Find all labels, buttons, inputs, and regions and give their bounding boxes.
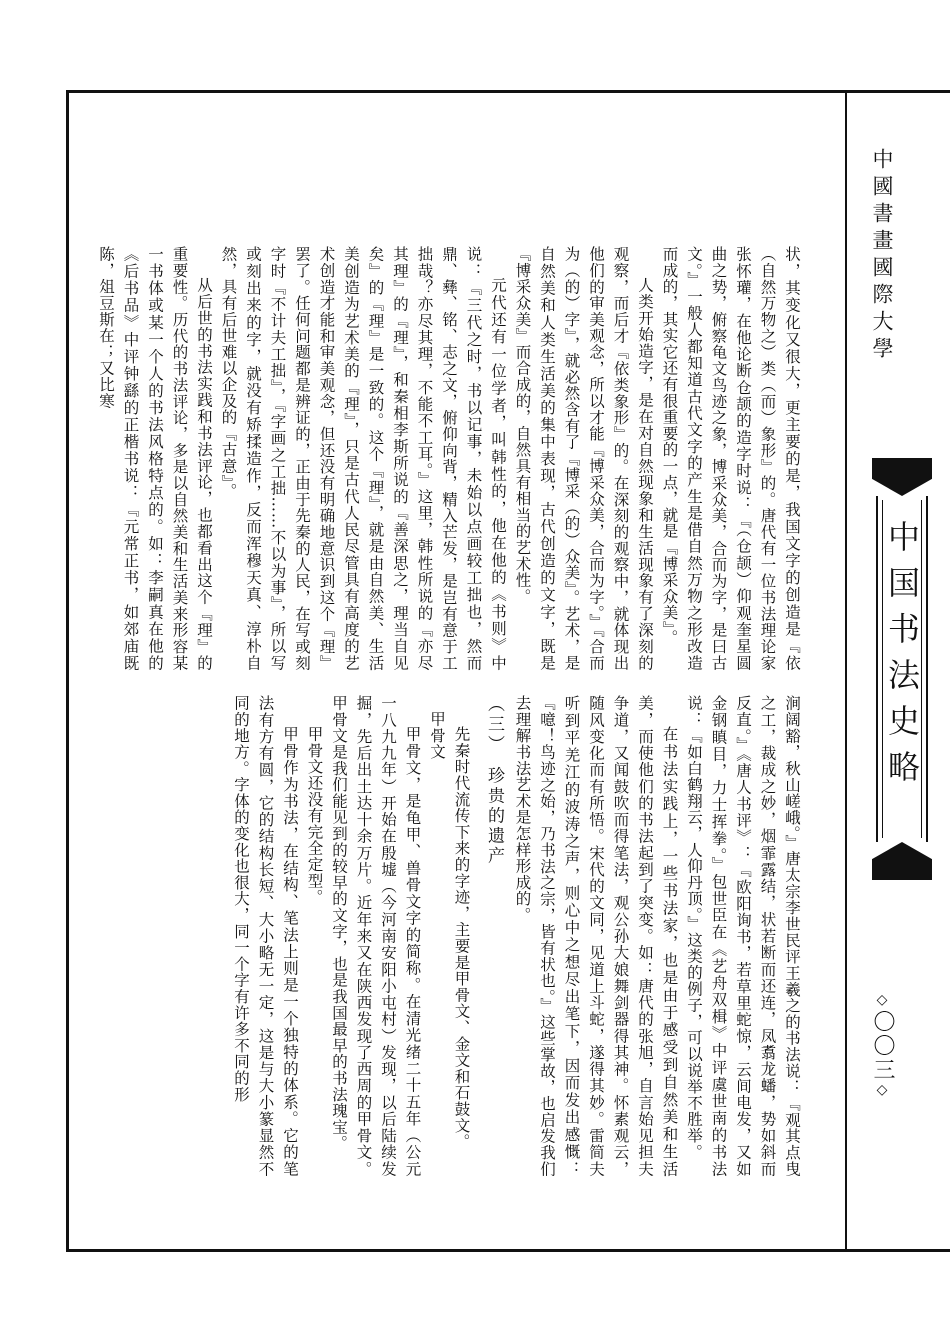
paragraph: 人类开始造字，是在对自然现象和生活现象有了深刻的观察，而后才『依类象形』的。在深刻的观察中，就体现出他们的审美观念，所以才能『博采众美，合而为字。』『合而为（的）字』，就必然含有了『博采（的）众美』。艺术，是自然美和人类生活美的集中表现，古代创造的文字，既是『博采众美』而合成的，自然具有相当的艺术性。 xyxy=(513,246,654,671)
page-number-text: 〇〇三 xyxy=(870,1010,895,1082)
paragraph: 状，其变化又很大，更主要的是，我国文字的创造是『依（自然万物之）类（而）象形』的。唐代有一位书法理论家张怀瓘，在他论断仓颉的造字时说：『（仓颉）仰观奎星圆曲之势，俯察龟文鸟迹之象，博采众美，合而为字，是曰古文。』一般人都知道古代文字的产生是借自然万物之形改造而成的，其实它还有很重要的一点，就是『博采众美』。 xyxy=(660,246,801,671)
university-header: 中國書畫國際大學 xyxy=(870,148,894,364)
book-title: 中国书法史略 xyxy=(883,520,921,796)
title-panel-top-ornament xyxy=(872,458,932,496)
paragraph: 涧阔豁，秋山嵯峨。』唐太宗李世民评王羲之的书法说：『观其点曳之工，裁成之妙，烟霏露结，状若断而还连，凤翥龙蟠，势如斜而反直。』《唐人书评》：『欧阳询书，若草里蛇惊，云间电发，又如金钢瞋目，力士挥拳。』包世臣在《艺舟双楫》中评虞世南的书法说：『如白鹤翔云，人仰丹顶。』这类的例子，可以说举不胜举。 xyxy=(685,695,801,1177)
paragraph: 先秦时代流传下来的字迹，主要是甲骨文、金文和石鼓文。 xyxy=(452,726,471,1150)
diamond-ornament-icon: ◇ xyxy=(874,1082,890,1100)
section-heading: （三） 珍贵的遗产 xyxy=(484,695,504,867)
upper-text-block xyxy=(97,246,804,671)
page-frame-left xyxy=(66,90,69,1252)
subsection-heading: 甲骨文 xyxy=(428,710,446,760)
title-panel-bottom-ornament xyxy=(872,842,932,880)
lower-text-block xyxy=(120,695,804,1177)
paragraph: 甲骨作为书法，在结构、笔法上则是一个独特的体系。它的笔法有方有圆，它的结构长短、大小略无一定，这是与大小篆显然不同的地方。字体的变化也很大，同一个字有许多不同的形 xyxy=(232,695,299,1177)
paragraph: 甲骨文还没有完全定型。 xyxy=(305,726,324,906)
paragraph: 从后世的书法实践和书法评论，也都看出这个『理』的重要性。历代的书法评论，多是以自然美和生活美来形容某一书体或某一个人的书法风格特点的。如：李嗣真在他的《后书品》中评钟繇的正楷书说：『元常正书，如郊庙既陈，俎豆斯在；又比寒 xyxy=(97,246,213,671)
page-frame-top xyxy=(66,90,950,93)
paragraph: 在书法实践上，一些书法家，也是由于感受到自然美和生活美，而使他们的书法起到了突变。如：唐代的张旭，自言始见担夫争道，又闻鼓吹而得笔法，观公孙大娘舞剑器得其神。怀素观云，随风变化而有所悟。宋代的文同，见道上斗蛇，遂得其妙。雷简夫听到平羌江的波涛之声，则心中之想尽出笔下，因而发出感慨：『噫！鸟迹之始，乃书法之宗，皆有状也。』这些掌故，也启发我们去理解书法艺术是怎样形成的。 xyxy=(513,695,679,1177)
paragraph: 甲骨文，是龟甲、兽骨文字的简称。在清光绪二十五年（公元一八九九年）开始在殷墟（今河南安阳小屯村）发现，以后陆续发掘，先后出土达十余万片。近年来又在陕西发现了西周的甲骨文。甲骨文是我们能见到的较早的文字，也是我国最早的书法瑰宝。 xyxy=(330,695,422,1177)
page-number xyxy=(862,992,902,1100)
paragraph: 元代还有一位学者，叫韩性的，他在他的《书则》中说：『三代之时，书以记事，未始以点画较工拙也，然而鼎、彝、铭、志之文，俯仰向背，精入芒发，是岂有意于工拙哉？亦尽其理，不能不工耳。』这里，韩性所说的『亦尽其理』的『理』，和秦相李斯所说的『善深思之，理当自见矣』的『理』是一致的。这个『理』，就是由自然美、生活美创造为艺术美的『理』，只是古代人民尽管具有高度的艺术创造才能和审美观念，但还没有明确地意识到这个『理』罢了。任何问题都是辨证的，正由于先秦的人民，在写或刻字时『不计夫工拙』，『字画之工拙……不以为事』，所以写或刻出来的字，就没有矫揉造作，反而浑穆天真、淳朴自然，具有后世难以企及的『古意』。 xyxy=(219,246,507,671)
sidebar-divider xyxy=(845,92,847,1250)
diamond-ornament-icon: ◇ xyxy=(874,992,890,1010)
page-frame-bottom xyxy=(66,1249,950,1252)
